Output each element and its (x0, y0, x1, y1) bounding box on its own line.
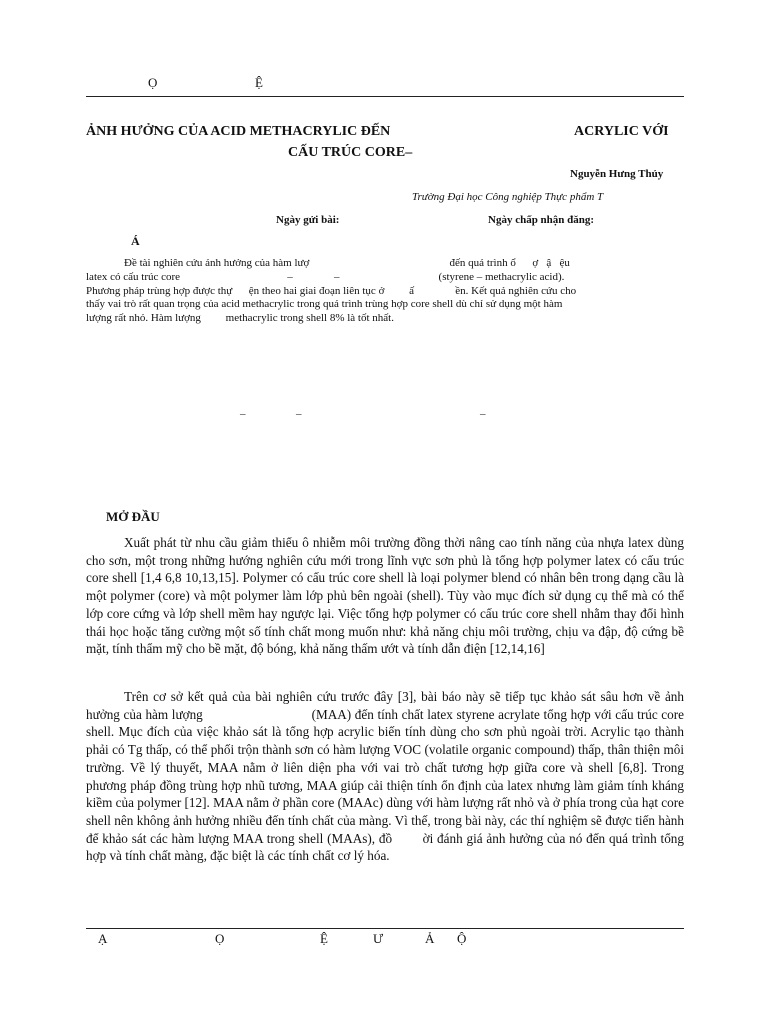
title-line2: CẤU TRÚC CORE– (288, 145, 413, 160)
abstract-line: Phương pháp trùng hợp được thự ện theo hai giai đoạn liên tục ở ấ ền. Kết quả nghiên cứu cho (86, 284, 577, 297)
keyword-dash: – (296, 408, 302, 420)
abstract-line: lượng rất nhỏ. Hàm lượng methacrylic trong shell 8% là tốt nhất. (86, 312, 394, 325)
header-glyph-right: Ệ (255, 75, 263, 90)
body-paragraph-2: Trên cơ sở kết quả của bài nghiên cứu trước đây [3], bài báo này sẽ tiếp tục khảo sát sâu hơn về ảnh hưởng của hàm lượng (MAA) đến tính chất latex styrene acrylate tổng hợp với cấu trúc core shell. Mục đích của việc khảo sát là tổng hợp acrylic biến tính dùng cho sơn phủ ngoài trời. Acrylic tạo thành phải có Tg thấp, có thể phối trộn thành sơn có hàm lượng VOC (volatile organic compound) thấp, thân thiện môi trường. Về lý thuyết, MAA nằm ở liên diện pha với vai trò chất tương hợp giữa core và shell [6,8]. Trong phương pháp đồng trùng hợp nhũ tương, MAA giúp cải thiện tính ổn định của latex nhưng làm giảm tính kháng kiềm của polymer [12]. MAA nằm ở phần core (MAAc) dùng với hàm lượng rất nhỏ và ở phía trong của hạt core shell nên không ảnh hưởng nhiều đến tính chất của màng. Vì thế, trong bài này, các thí nghiệm sẽ được tiến hành để khảo sát các hàm lượng MAA trong shell (MAAs), đồ ời đánh giá ảnh hưởng của nó đến quá trình tổng hợp và tính chất màng, đặc biệt là các tính chất cơ lý hóa. (86, 689, 688, 864)
abstract-line: thấy vai trò rất quan trọng của acid methacrylic trong quá trình trùng hợp core shell dù chỉ sử dụng một hàm (86, 298, 563, 311)
abstract-text (86, 257, 684, 326)
title-line1-left: ẢNH HƯỞNG CỦA ACID METHACRYLIC ĐẾN (86, 124, 391, 139)
affiliation: Trường Đại học Công nghiệp Thực phẩm T (412, 191, 604, 203)
footer-glyph: Ư (373, 931, 384, 946)
abstract-line: Đề tài nghiên cứu ảnh hưởng của hàm lượ đến quá trình ổ ợ ậ ệu (124, 257, 570, 269)
footer-glyph: Ệ (320, 931, 328, 946)
abstract-line: latex có cấu trúc core – – (styrene – methacrylic acid). (86, 270, 565, 283)
footer-rule (86, 928, 684, 929)
footer-glyph: Ọ (215, 931, 225, 946)
footer-glyph: Ạ (98, 931, 108, 946)
section-heading: MỞ ĐẦU (106, 509, 160, 524)
keyword-dash: – (240, 408, 246, 420)
footer-glyph: Ộ (457, 931, 467, 946)
accepted-date-label: Ngày chấp nhận đăng: (488, 214, 595, 226)
header-glyph-left: Ọ (148, 75, 158, 90)
keyword-dash: – (480, 408, 486, 420)
abstract-heading: Á (131, 234, 140, 248)
header-rule (86, 96, 684, 97)
received-date-label: Ngày gửi bài: (276, 214, 340, 226)
title-line1-right: ACRYLIC VỚI (574, 124, 669, 139)
body-paragraph-1: Xuất phát từ nhu cầu giảm thiểu ô nhiễm môi trường đồng thời nâng cao tính năng của nhựa latex dùng cho sơn, một trong những hướng nghiên cứu mới trong lĩnh vực sơn phủ là tổng hợp polymer latex có cấu trúc core shell [1,4 6,8 10,13,15]. Polymer có cấu trúc core shell là loại polymer blend có nhân bên trong dạng cầu là một polymer (core) và một polymer làm lớp phủ bên ngoài (shell). Tùy vào mục đích sử dụng cụ thể mà có thể lớp core cứng và lớp shell mềm hay ngược lại. Việc tổng hợp polymer có cấu trúc core shell nhằm thay đổi hình thái học hoặc tăng cường một số tính chất mong muốn như: khả năng chịu môi trường, chịu va đập, độ cứng bề mặt, tính thẩm mỹ cho bề mặt, độ bóng, khả năng thấm ướt và tính dẫn điện [12,14,16] (86, 535, 684, 657)
footer-glyph: Ả (425, 931, 435, 946)
author-name: Nguyễn Hưng Thủy (570, 168, 664, 180)
